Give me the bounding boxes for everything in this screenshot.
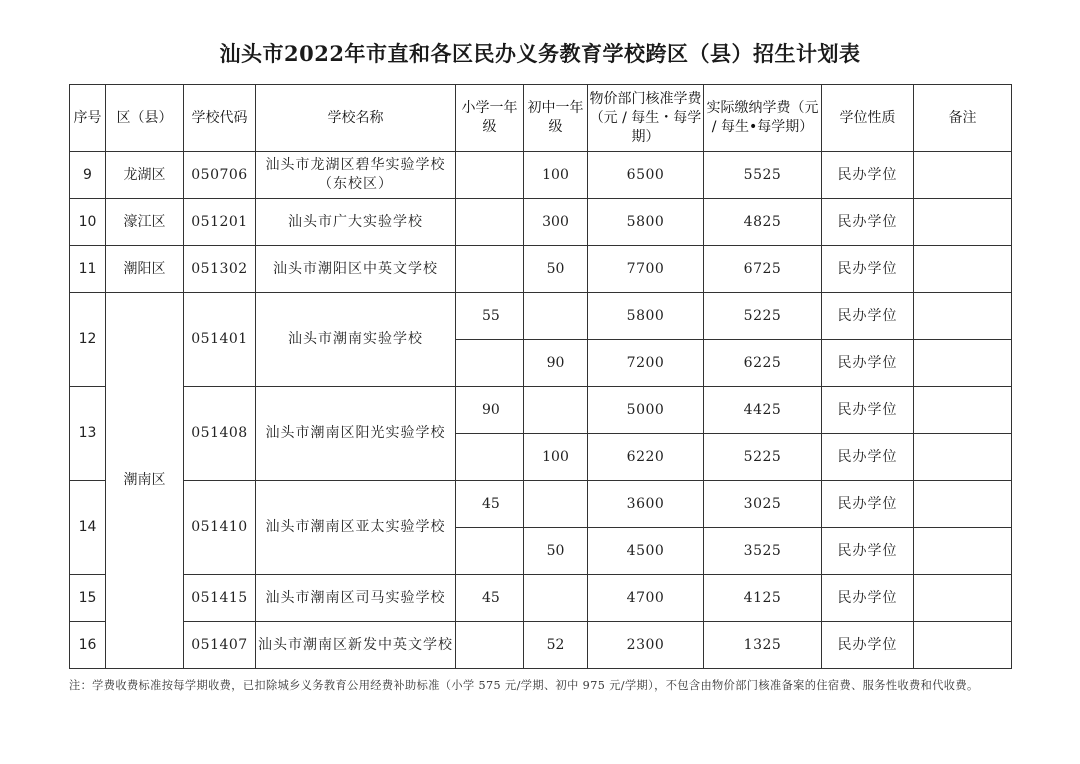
junior-quota-cell: 300 (524, 199, 588, 246)
actual-fee-cell: 5225 (704, 434, 822, 481)
approved-fee-cell: 3600 (588, 481, 704, 528)
primary-quota-cell: 90 (456, 387, 524, 434)
school-name-cell: 汕头市潮南区阳光实验学校 (256, 387, 456, 481)
nature-cell: 民办学位 (822, 246, 914, 293)
approved-fee-cell: 4500 (588, 528, 704, 575)
nature-cell: 民办学位 (822, 340, 914, 387)
header-actual-fee: 实际缴纳学费（元 / 每生•每学期） (704, 85, 822, 152)
approved-fee-cell: 5800 (588, 293, 704, 340)
actual-fee-cell: 6225 (704, 340, 822, 387)
primary-quota-cell: 45 (456, 575, 524, 622)
remark-cell (914, 434, 1012, 481)
actual-fee-cell: 3525 (704, 528, 822, 575)
page-title: 汕头市2022年市直和各区民办义务教育学校跨区（县）招生计划表 (219, 41, 861, 66)
header-primary-grade1: 小学一年级 (456, 85, 524, 152)
nature-cell: 民办学位 (822, 152, 914, 199)
junior-quota-cell: 100 (524, 152, 588, 199)
approved-fee-cell: 7700 (588, 246, 704, 293)
table-row (70, 481, 1012, 528)
remark-cell (914, 575, 1012, 622)
code-cell: 051410 (184, 481, 256, 575)
seq-cell: 14 (70, 481, 106, 575)
primary-quota-cell (456, 528, 524, 575)
code-cell: 051401 (184, 293, 256, 387)
nature-cell: 民办学位 (822, 387, 914, 434)
approved-fee-cell: 4700 (588, 575, 704, 622)
seq-cell: 16 (70, 622, 106, 669)
district-cell: 濠江区 (106, 199, 184, 246)
school-name-cell: 汕头市广大实验学校 (256, 199, 456, 246)
primary-quota-cell (456, 199, 524, 246)
remark-cell (914, 387, 1012, 434)
approved-fee-cell: 6220 (588, 434, 704, 481)
code-cell: 051415 (184, 575, 256, 622)
actual-fee-cell: 4825 (704, 199, 822, 246)
remark-cell (914, 340, 1012, 387)
code-cell: 050706 (184, 152, 256, 199)
header-remark: 备注 (914, 85, 1012, 152)
nature-cell: 民办学位 (822, 622, 914, 669)
seq-cell: 12 (70, 293, 106, 387)
remark-cell (914, 622, 1012, 669)
nature-cell: 民办学位 (822, 434, 914, 481)
actual-fee-cell: 4125 (704, 575, 822, 622)
school-name-cell: 汕头市潮南区新发中英文学校 (256, 622, 456, 669)
primary-quota-cell (456, 340, 524, 387)
actual-fee-cell: 6725 (704, 246, 822, 293)
actual-fee-cell: 4425 (704, 387, 822, 434)
header-school-name: 学校名称 (256, 85, 456, 152)
header-code: 学校代码 (184, 85, 256, 152)
footnote: 注：学费收费标准按每学期收费，已扣除城乡义务教育公用经费补助标准（小学 575 元/学期、初中 975 元/学期），不包含由物价部门核准备案的住宿费、服务性收费和代收费。 (69, 679, 979, 692)
approved-fee-cell: 7200 (588, 340, 704, 387)
junior-quota-cell: 100 (524, 434, 588, 481)
junior-quota-cell (524, 387, 588, 434)
code-cell: 051407 (184, 622, 256, 669)
remark-cell (914, 199, 1012, 246)
actual-fee-cell: 5525 (704, 152, 822, 199)
actual-fee-cell: 5225 (704, 293, 822, 340)
approved-fee-cell: 5800 (588, 199, 704, 246)
header-approved-fee: 物价部门核准学费（元 / 每生・每学期） (588, 85, 704, 152)
district-cell: 潮阳区 (106, 246, 184, 293)
table-row (70, 246, 1012, 293)
nature-cell: 民办学位 (822, 575, 914, 622)
table-header-row (70, 85, 1012, 152)
nature-cell: 民办学位 (822, 528, 914, 575)
enrollment-plan-table (69, 84, 1012, 669)
remark-cell (914, 293, 1012, 340)
remark-cell (914, 152, 1012, 199)
school-name-cell: 汕头市潮南区亚太实验学校 (256, 481, 456, 575)
district-cell: 潮南区 (106, 293, 184, 669)
seq-cell: 15 (70, 575, 106, 622)
school-name-cell: 汕头市潮阳区中英文学校 (256, 246, 456, 293)
primary-quota-cell (456, 622, 524, 669)
code-cell: 051408 (184, 387, 256, 481)
nature-cell: 民办学位 (822, 293, 914, 340)
code-cell: 051302 (184, 246, 256, 293)
primary-quota-cell (456, 152, 524, 199)
approved-fee-cell: 6500 (588, 152, 704, 199)
junior-quota-cell: 90 (524, 340, 588, 387)
nature-cell: 民办学位 (822, 199, 914, 246)
approved-fee-cell: 5000 (588, 387, 704, 434)
table-row (70, 293, 1012, 340)
nature-cell: 民办学位 (822, 481, 914, 528)
school-name-cell: 汕头市潮南实验学校 (256, 293, 456, 387)
table-row (70, 575, 1012, 622)
code-cell: 051201 (184, 199, 256, 246)
header-seq: 序号 (70, 85, 106, 152)
header-district: 区（县） (106, 85, 184, 152)
table-row (70, 152, 1012, 199)
junior-quota-cell (524, 481, 588, 528)
junior-quota-cell: 50 (524, 528, 588, 575)
table-row (70, 622, 1012, 669)
seq-cell: 11 (70, 246, 106, 293)
actual-fee-cell: 1325 (704, 622, 822, 669)
primary-quota-cell (456, 246, 524, 293)
junior-quota-cell: 52 (524, 622, 588, 669)
table-row (70, 387, 1012, 434)
header-junior-grade1: 初中一年级 (524, 85, 588, 152)
district-cell: 龙湖区 (106, 152, 184, 199)
junior-quota-cell (524, 575, 588, 622)
seq-cell: 9 (70, 152, 106, 199)
remark-cell (914, 528, 1012, 575)
header-nature: 学位性质 (822, 85, 914, 152)
school-name-cell: 汕头市潮南区司马实验学校 (256, 575, 456, 622)
approved-fee-cell: 2300 (588, 622, 704, 669)
actual-fee-cell: 3025 (704, 481, 822, 528)
junior-quota-cell (524, 293, 588, 340)
seq-cell: 10 (70, 199, 106, 246)
seq-cell: 13 (70, 387, 106, 481)
junior-quota-cell: 50 (524, 246, 588, 293)
remark-cell (914, 481, 1012, 528)
school-name-cell: 汕头市龙湖区碧华实验学校（东校区） (256, 152, 456, 199)
primary-quota-cell: 55 (456, 293, 524, 340)
remark-cell (914, 246, 1012, 293)
table-row (70, 199, 1012, 246)
primary-quota-cell: 45 (456, 481, 524, 528)
primary-quota-cell (456, 434, 524, 481)
